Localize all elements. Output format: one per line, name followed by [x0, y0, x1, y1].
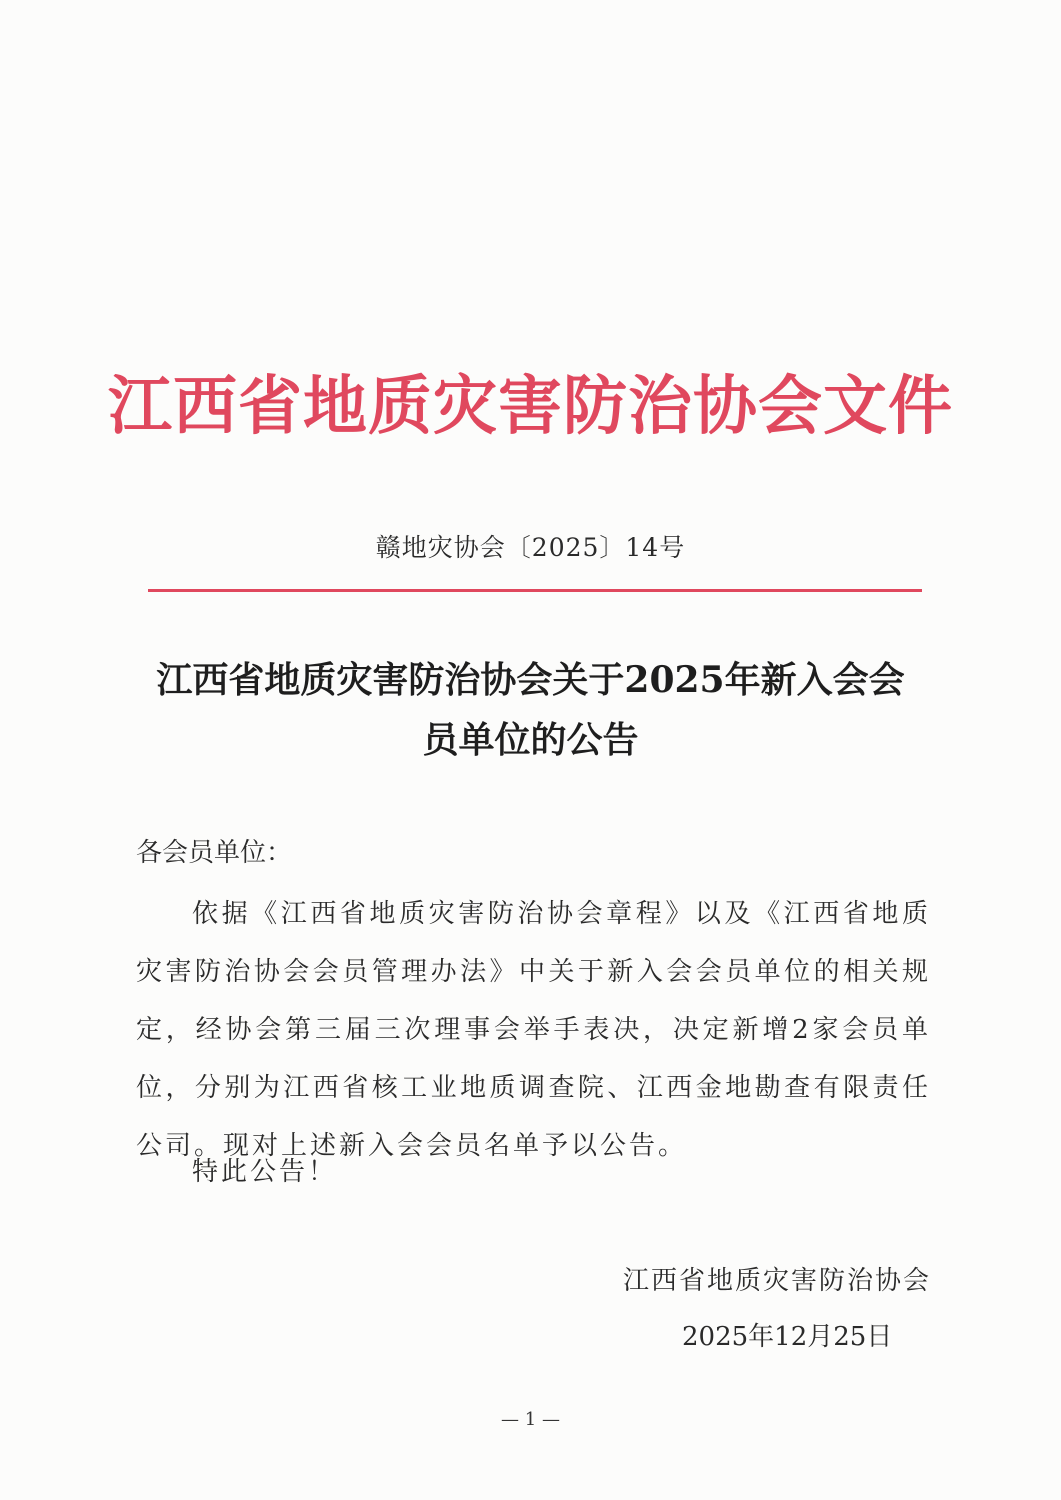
body-paragraph: 依据《江西省地质灾害防治协会章程》以及《江西省地质灾害防治协会会员管理办法》中关于新入会会员单位的相关规定，经协会第三届三次理事会举手表决，决定新增2家会员单位，分别为江西省核工业地质调查院、江西金地勘查有限责任公司。现对上述新入会会员名单予以公告。: [136, 899, 931, 1161]
red-divider: [148, 589, 922, 592]
document-number: 赣地灾协会〔2025〕14号: [375, 533, 686, 562]
document-header: 江西省地质灾害防治协会文件: [108, 369, 953, 444]
signature-organization: 江西省地质灾害防治协会: [622, 1266, 931, 1296]
page-number: — 1 —: [501, 1409, 560, 1430]
signature-date: 2025年12月25日: [682, 1322, 893, 1352]
salutation: 各会员单位：: [136, 838, 293, 868]
closing-remark: 特此公告！: [192, 1157, 338, 1187]
document-title: 江西省地质灾害防治协会关于2025年新入会会员单位的公告: [156, 659, 905, 761]
